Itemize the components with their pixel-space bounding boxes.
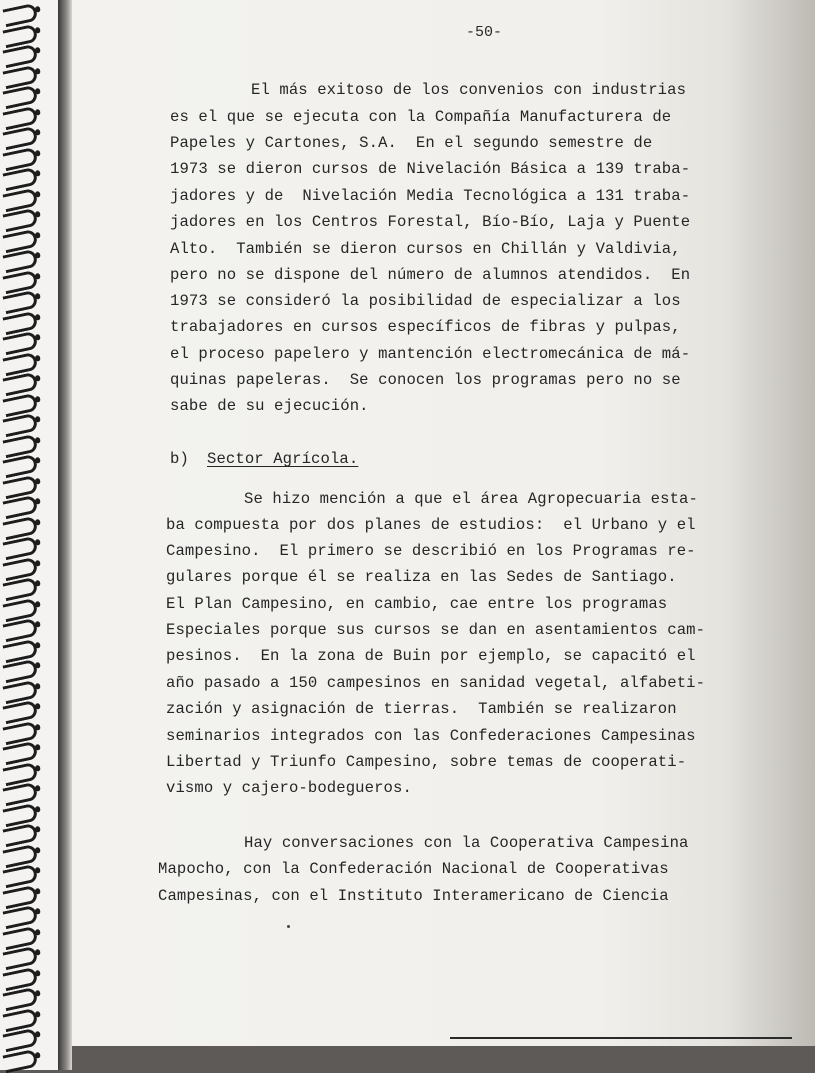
- text-line: es el que se ejecuta con la Compañía Manufacturera de: [170, 108, 672, 126]
- binding-coil: [2, 515, 38, 539]
- binding-coil: [2, 1007, 38, 1031]
- binding-coil: [2, 3, 38, 27]
- page-bottom-line: [450, 1037, 792, 1039]
- text-line: vismo y cajero-bodegueros.: [166, 779, 412, 797]
- binding-coil: [2, 884, 38, 908]
- binding-coil: [2, 966, 38, 990]
- text-line: jadores en los Centros Forestal, Bío-Bío, Laja y Puente: [170, 213, 691, 231]
- binding-coil: [2, 802, 38, 826]
- text-line: pero no se dispone del número de alumnos atendidos. En: [170, 266, 691, 284]
- binding-coil: [2, 23, 38, 47]
- text-line: gulares porque él se realiza en las Sedes de Santiago.: [166, 568, 677, 586]
- binding-coil: [2, 105, 38, 129]
- binding-coil: [2, 679, 38, 703]
- binding-coil: [2, 556, 38, 580]
- section-letter: b): [170, 450, 189, 468]
- text-line: sabe de su ejecución.: [170, 397, 369, 415]
- text-line: Papeles y Cartones, S.A. En el segundo semestre de: [170, 134, 653, 152]
- binding-coil: [2, 187, 38, 211]
- text-line: quinas papeleras. Se conocen los programas pero no se: [170, 371, 681, 389]
- text-line: año pasado a 150 campesinos en sanidad vegetal, alfabeti-: [166, 674, 706, 692]
- binding-coil: [2, 146, 38, 170]
- section-title: Sector Agrícola.: [207, 450, 359, 468]
- binding-coil: [2, 597, 38, 621]
- text-line: 1973 se dieron cursos de Nivelación Básica a 139 traba-: [170, 160, 691, 178]
- text-line: zación y asignación de tierras. También se realizaron: [166, 700, 677, 718]
- text-line: trabajadores en cursos específicos de fibras y pulpas,: [170, 318, 681, 336]
- text-line: ba compuesta por dos planes de estudios: el Urbano y el: [166, 516, 696, 534]
- binding-coil: [2, 638, 38, 662]
- text-line: seminarios integrados con las Confederaciones Campesinas: [166, 727, 696, 745]
- spiral-binding: [0, 0, 58, 1070]
- binding-coil: [2, 64, 38, 88]
- document-page: [72, 0, 815, 1046]
- text-line: 1973 se consideró la posibilidad de especializar a los: [170, 292, 681, 310]
- binding-coil: [2, 433, 38, 457]
- ink-speck: [287, 925, 290, 928]
- text-line: Mapocho, con la Confederación Nacional de Cooperativas: [158, 860, 669, 878]
- page-edge-shadow: [58, 0, 72, 1070]
- text-line: El más exitoso de los convenios con industrias: [251, 81, 687, 99]
- text-line: jadores y de Nivelación Media Tecnológica a 131 traba-: [170, 187, 691, 205]
- page-number: -50-: [466, 24, 503, 41]
- binding-coil: [2, 351, 38, 375]
- binding-coil: [2, 720, 38, 744]
- text-line: el proceso papelero y mantención electromecánica de má-: [170, 345, 691, 363]
- text-line: Hay conversaciones con la Cooperativa Campesina: [244, 834, 689, 852]
- text-line: Campesinas, con el Instituto Interamericano de Ciencia: [158, 887, 669, 905]
- binding-coil: [2, 925, 38, 949]
- text-line: Alto. También se dieron cursos en Chillán y Valdivia,: [170, 240, 681, 258]
- text-line: Se hizo mención a que el área Agropecuaria esta-: [244, 490, 698, 508]
- text-line: Especiales porque sus cursos se dan en asentamientos cam-: [166, 621, 706, 639]
- text-line: Campesino. El primero se describió en los Programas re-: [166, 542, 696, 560]
- binding-coil: [2, 843, 38, 867]
- text-line: Libertad y Triunfo Campesino, sobre temas de cooperati-: [166, 753, 687, 771]
- binding-coil: [2, 474, 38, 498]
- binding-coil: [2, 269, 38, 293]
- binding-coil: [2, 392, 38, 416]
- text-line: pesinos. En la zona de Buin por ejemplo, se capacitó el: [166, 647, 696, 665]
- binding-coil: [2, 761, 38, 785]
- binding-coil: [2, 310, 38, 334]
- binding-coil: [2, 228, 38, 252]
- binding-coil: [2, 1048, 38, 1072]
- text-line: El Plan Campesino, en cambio, cae entre los programas: [166, 595, 668, 613]
